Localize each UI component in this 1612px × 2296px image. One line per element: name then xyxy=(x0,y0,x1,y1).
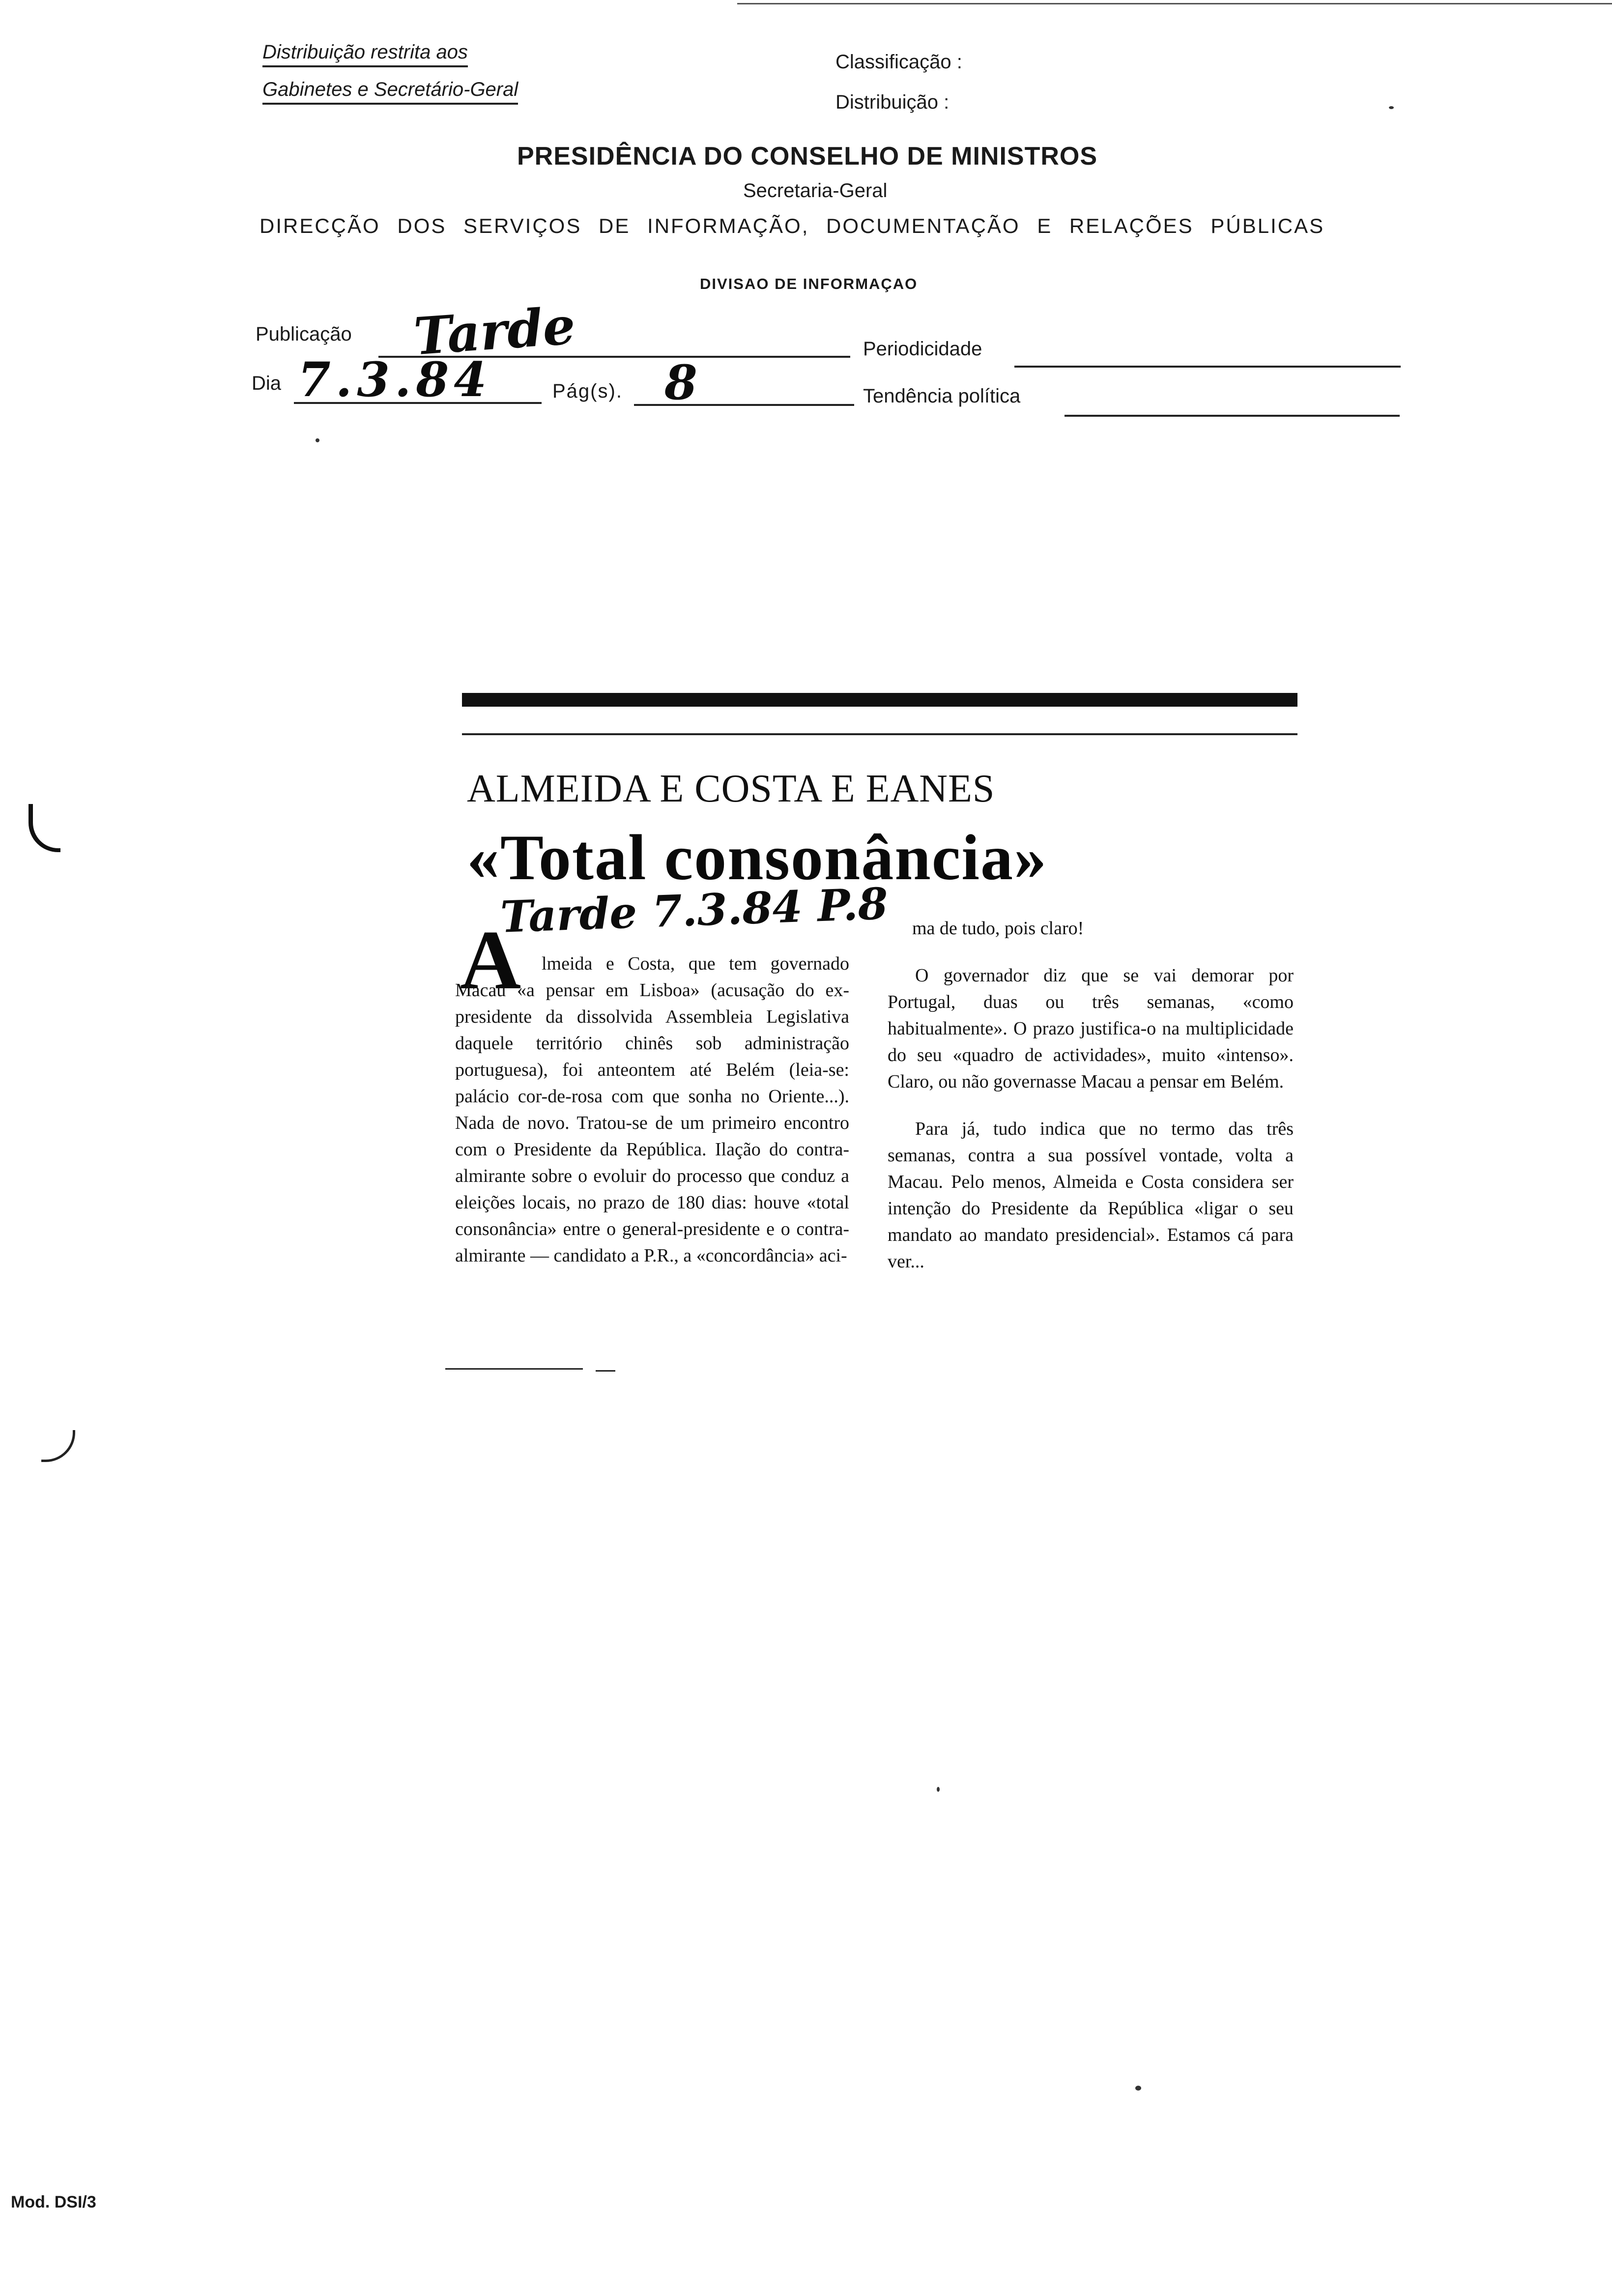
pags-label: Pág(s). xyxy=(552,380,623,402)
classificacao-label: Classificação : xyxy=(835,51,962,73)
binder-hole-mark-lower xyxy=(41,1430,75,1462)
secretaria-geral: Secretaria-Geral xyxy=(743,180,888,201)
scan-speck xyxy=(1389,106,1394,109)
direccao-servicos: DIRECÇÃO DOS SERVIÇOS DE INFORMAÇÃO, DOCUMENTAÇÃO E RELAÇÕES PÚBLICAS xyxy=(259,214,1325,237)
publicacao-label: Publicação xyxy=(256,323,352,345)
divisao-informacao: DIVISAO DE INFORMAÇAO xyxy=(700,275,918,292)
distribution-note-line1: Distribuição restrita aos xyxy=(262,41,468,67)
article-kicker: ALMEIDA E COSTA E EANES xyxy=(467,767,995,810)
article-column-2-continuation: ma de tudo, pois claro! xyxy=(912,918,1084,939)
binder-hole-mark-upper xyxy=(29,804,60,852)
article-headline: «Total consonância» xyxy=(467,821,1048,893)
dia-label: Dia xyxy=(252,373,282,394)
article-column-1 xyxy=(455,950,849,1269)
article-column-2 xyxy=(888,962,1294,1275)
distribuicao-label: Distribuição : xyxy=(835,91,950,113)
distribution-note-line2: Gabinetes e Secretário-Geral xyxy=(262,79,518,105)
scan-speck xyxy=(316,438,319,442)
column-1-end-rule xyxy=(445,1368,583,1370)
top-edge-line xyxy=(737,3,1612,4)
form-model-id: Mod. DSI/3 xyxy=(11,2193,96,2211)
periodicidade-field-line xyxy=(1014,366,1401,368)
article-col2-paragraph-1: O governador diz que se vai demorar por Portugal, duas ou três semanas, «como habitualmente». O prazo justifica-o na multiplicidade do seu «quadro de actividades», muito «intenso». Claro, ou não governasse Macau a pensar em Belém. xyxy=(888,965,1294,1092)
article-col2-paragraph-2: Para já, tudo indica que no termo das três semanas, contra a sua possível vontade, volta a Macau. Pelo menos, Almeida e Costa considera ser intenção do Presidente da República «ligar o seu mandato ao mandato presidencial». Estamos cá para ver... xyxy=(888,1119,1294,1272)
article-drop-cap: A xyxy=(460,914,521,1007)
clipping-top-thin-rule xyxy=(462,733,1297,735)
tendencia-label: Tendência política xyxy=(863,385,1021,407)
pags-handwritten: 8 xyxy=(664,355,697,410)
scan-speck xyxy=(937,1787,940,1792)
clipping-handwritten-reference: Tarde 7.3.84 P.8 xyxy=(499,878,889,943)
org-title: PRESIDÊNCIA DO CONSELHO DE MINISTROS xyxy=(517,142,1098,171)
periodicidade-label: Periodicidade xyxy=(863,338,982,360)
column-1-end-rule-short xyxy=(596,1370,615,1372)
clipping-top-rule xyxy=(462,693,1297,707)
article-col1-paragraph: lmeida e Costa, que tem governado Macau «a pensar em Lisboa» (acusação do ex-presidente da dissolvida Assembleia Legislativa daquele território chinês sob administração portuguesa), foi anteontem até Belém (leia-se: palácio cor-de-rosa com que sonha no Oriente...). Nada de novo. Tratou-se de um primeiro encontro com o Presidente da República. Ilação do contra-almirante sobre o evoluir do processo que conduz a eleições locais, no prazo de 180 dias: houve «total consonância» entre o general-presidente e o contra-almirante — candidato a P.R., a «concordância» aci- xyxy=(455,953,849,1266)
scan-speck xyxy=(1135,2086,1141,2091)
dia-handwritten: 7.3.84 xyxy=(298,352,492,407)
publicacao-handwritten: Tarde xyxy=(412,295,577,367)
tendencia-field-line xyxy=(1065,415,1400,417)
